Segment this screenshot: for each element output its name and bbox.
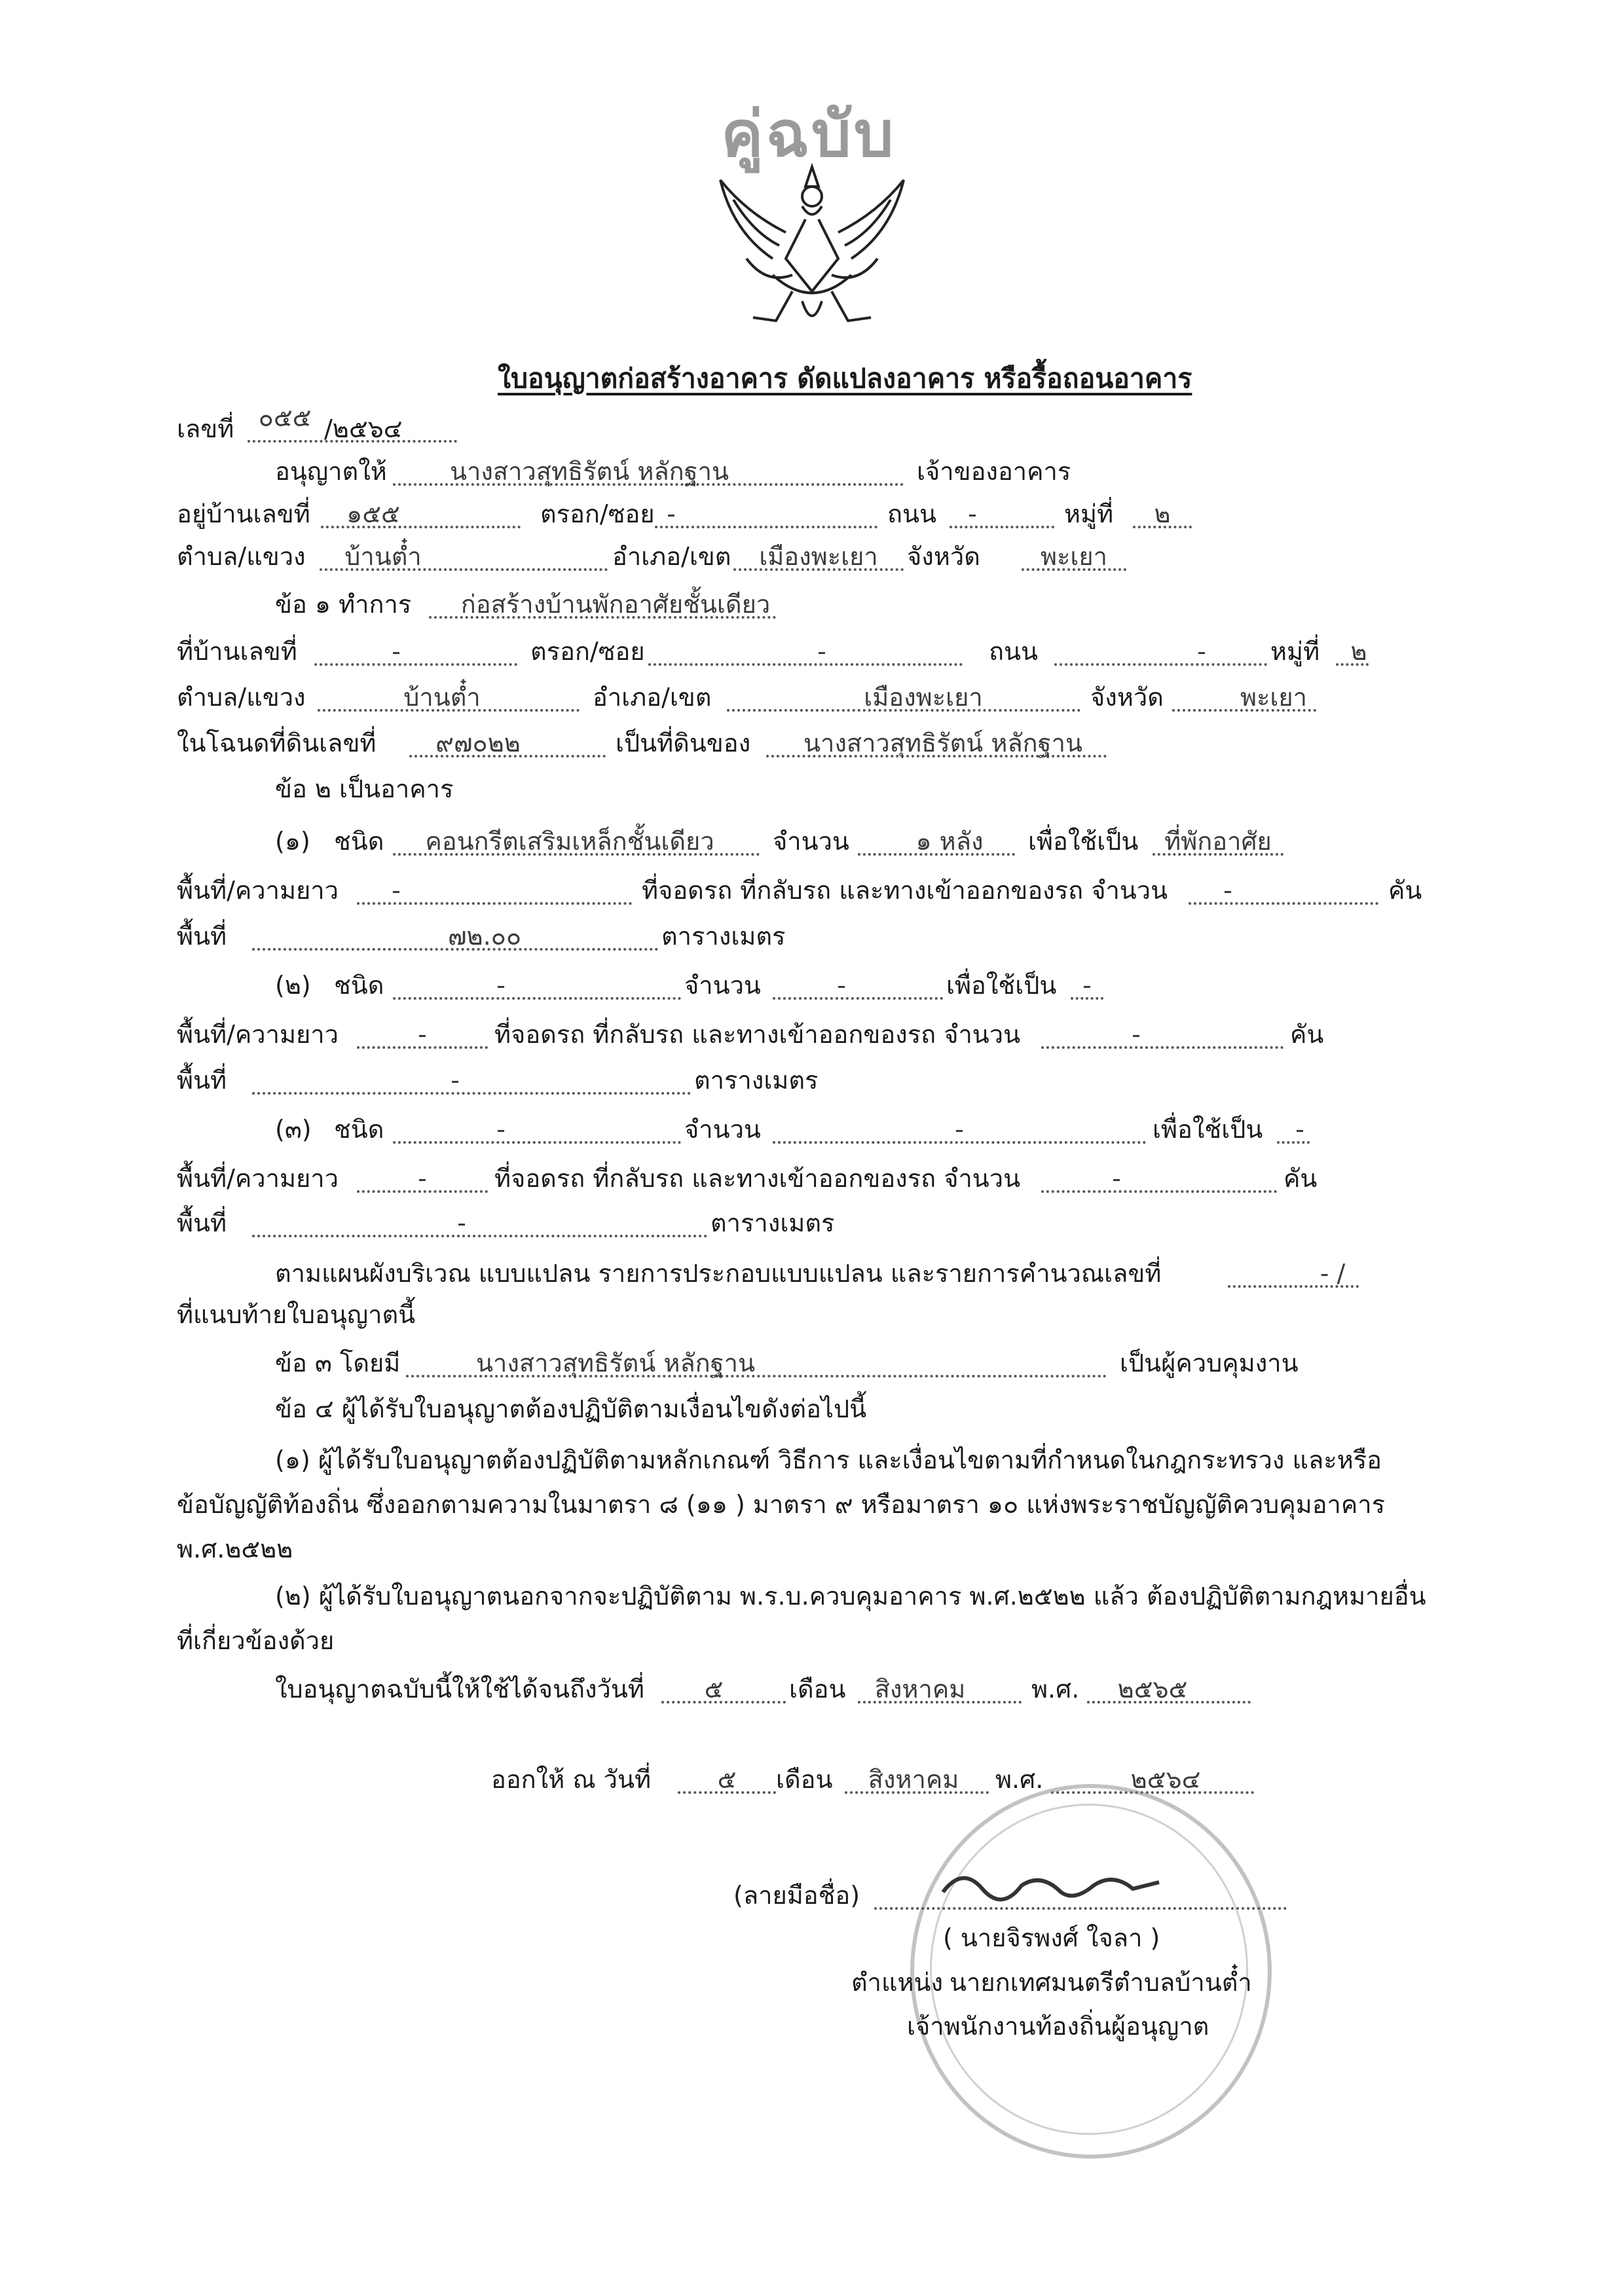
- item2-parking-label: ที่จอดรถ ที่กลับรถ และทางเข้าออกของรถ จำนวน: [494, 1020, 1021, 1049]
- issued-month: สิงหาคม: [868, 1765, 959, 1794]
- road-label: ถนน: [887, 500, 936, 528]
- item3-area: -: [457, 1209, 466, 1237]
- validity-label: ใบอนุญาตฉบับนี้ให้ใช้ได้จนถึงวันที่: [275, 1675, 644, 1704]
- signature-role: เจ้าพนักงานท้องถิ่นผู้อนุญาต: [907, 2012, 1209, 2041]
- item2-count-dots: [773, 997, 943, 1000]
- c1-province-label: จังหวัด: [1090, 683, 1164, 712]
- plan-text: ตามแผนผังบริเวณ แบบแปลน รายการประกอบแบบแปลน และรายการคำนวณเลขที่: [275, 1259, 1162, 1288]
- item1-parking-label: ที่จอดรถ ที่กลับรถ และทางเข้าออกของรถ จำนวน: [642, 876, 1168, 905]
- item3-area-dots: [252, 1235, 707, 1237]
- issued-year: ๒๕๖๔: [1130, 1765, 1201, 1794]
- grantee-value: นางสาวสุทธิรัตน์ หลักฐาน: [450, 457, 729, 486]
- signature-name: ( นายจิรพงศ์ ใจลา ): [943, 1923, 1160, 1952]
- c1-road-label: ถนน: [989, 637, 1038, 666]
- item1-parking-dots: [1189, 902, 1378, 905]
- item2-type-dots: [393, 997, 681, 1000]
- validity-month-label: เดือน: [789, 1675, 846, 1704]
- issued-label: ออกให้ ณ วันที่: [491, 1765, 652, 1794]
- c1-province-value: พะเยา: [1240, 683, 1308, 712]
- clause3-suffix: เป็นผู้ควบคุมงาน: [1120, 1349, 1299, 1377]
- amphoe-value: เมืองพะเยา: [759, 542, 878, 571]
- c1-deed-label: ในโฉนดที่ดินเลขที่: [177, 729, 377, 757]
- item2-unit-sqm: ตารางเมตร: [694, 1066, 819, 1095]
- moo-value: ๒: [1154, 500, 1171, 528]
- amphoe-label: อำเภอ/เขต: [612, 542, 731, 571]
- item1-type: คอนกรีตเสริมเหล็กชั้นเดียว: [425, 827, 714, 856]
- validity-year: ๒๕๖๕: [1117, 1675, 1188, 1704]
- grantee-suffix: เจ้าของอาคาร: [917, 457, 1071, 486]
- item3-unit-sqm: ตารางเมตร: [710, 1209, 835, 1237]
- tambon-label: ตำบล/แขวง: [177, 542, 306, 571]
- item1-parking: -: [1223, 876, 1232, 905]
- house-label: อยู่บ้านเลขที่: [177, 500, 310, 528]
- item3-unit-car: คัน: [1283, 1164, 1318, 1193]
- item2-count: -: [837, 971, 846, 1000]
- item1-no: (๑): [275, 827, 310, 856]
- item1-type-label: ชนิด: [334, 827, 384, 856]
- permit-no-year: /๒๕๖๔: [324, 414, 403, 443]
- item2-no: (๒): [275, 971, 311, 1000]
- province-label: จังหวัด: [907, 542, 980, 571]
- document-title: ใบอนุญาตก่อสร้างอาคาร ดัดแปลงอาคาร หรือรื้อถอนอาคาร: [498, 363, 1192, 394]
- issued-month-label: เดือน: [776, 1765, 833, 1794]
- item2-unit-car: คัน: [1290, 1020, 1324, 1049]
- clause2-label: ข้อ ๒ เป็นอาคาร: [275, 774, 454, 803]
- validity-day: ๕: [704, 1675, 724, 1704]
- item3-type-dots: [393, 1141, 681, 1144]
- item3-no: (๓): [275, 1115, 312, 1144]
- signature-position-label: ตำแหน่ง: [851, 1968, 944, 1997]
- clause3-label: ข้อ ๓ โดยมี: [275, 1349, 401, 1377]
- item1-unit-car: คัน: [1388, 876, 1422, 905]
- item2-type-label: ชนิด: [334, 971, 384, 1000]
- soi-value: -: [667, 500, 676, 528]
- signature-label: (ลายมือชื่อ): [733, 1881, 860, 1910]
- item3-count: -: [955, 1115, 964, 1144]
- clause4-c2-line1: (๒) ผู้ได้รับใบอนุญาตนอกจากจะปฏิบัติตาม พ.ร.บ.ควบคุมอาคาร พ.ศ.๒๕๒๒ แล้ว ต้องปฏิบัติตามกฎหมายอื่น: [275, 1582, 1426, 1611]
- item3-parking: -: [1112, 1164, 1121, 1193]
- clause4-c2-line2: ที่เกี่ยวข้องด้วย: [177, 1626, 335, 1655]
- clause4-c1-line1: (๑) ผู้ได้รับใบอนุญาตต้องปฏิบัติตามหลักเกณฑ์ วิธีการ และเงื่อนไขตามที่กำหนดในกฎกระทรวง และหรือ: [275, 1446, 1382, 1474]
- item1-length: -: [392, 876, 401, 905]
- item2-area-label: พื้นที่/ความยาว: [177, 1020, 339, 1049]
- item1-use: ที่พักอาศัย: [1164, 827, 1272, 856]
- grantee-label: อนุญาตให้: [275, 457, 387, 486]
- clause4-c1-line3: พ.ศ.๒๕๒๒: [177, 1535, 293, 1563]
- item2-count-label: จำนวน: [684, 971, 761, 1000]
- issued-day: ๕: [717, 1765, 737, 1794]
- validity-year-label: พ.ศ.: [1031, 1675, 1080, 1704]
- item2-use: -: [1082, 971, 1092, 1000]
- c1-soi-value: -: [817, 637, 826, 666]
- c1-house-label: ที่บ้านเลขที่: [177, 637, 297, 666]
- c1-soi-dots: [648, 663, 963, 666]
- item3-type: -: [496, 1115, 506, 1144]
- c1-road-dots: [1054, 663, 1267, 666]
- item2-area2-label: พื้นที่: [177, 1066, 227, 1095]
- item1-unit-sqm: ตารางเมตร: [661, 922, 786, 951]
- c1-soi-label: ตรอก/ซอย: [530, 637, 645, 666]
- item1-count: ๑ หลัง: [915, 827, 984, 856]
- soi-label: ตรอก/ซอย: [540, 500, 655, 528]
- item3-use-label: เพื่อใช้เป็น: [1153, 1115, 1263, 1144]
- item3-count-label: จำนวน: [684, 1115, 761, 1144]
- clause4-label: ข้อ ๔ ผู้ได้รับใบอนุญาตต้องปฏิบัติตามเงื่อนไขดังต่อไปนี้: [275, 1394, 867, 1423]
- c1-amphoe-label: อำเภอ/เขต: [593, 683, 712, 712]
- item2-area: -: [451, 1066, 460, 1095]
- moo-label: หมู่ที่: [1064, 500, 1114, 528]
- item1-use-label: เพื่อใช้เป็น: [1028, 827, 1139, 856]
- garuda-emblem-icon: [707, 160, 917, 337]
- road-value: -: [968, 500, 977, 528]
- plan-line2: ที่แนบท้ายใบอนุญาตนี้: [177, 1300, 416, 1329]
- item3-length: -: [418, 1164, 427, 1193]
- tambon-value: บ้านต๋ำ: [344, 542, 422, 571]
- copy-stamp: คู่ฉบับ: [721, 97, 896, 171]
- item1-area-label: พื้นที่/ความยาว: [177, 876, 339, 905]
- handwritten-signature: [936, 1859, 1172, 1912]
- c1-amphoe-value: เมืองพะเยา: [864, 683, 983, 712]
- item3-parking-dots: [1041, 1190, 1277, 1193]
- clause3-value: นางสาวสุทธิรัตน์ หลักฐาน: [476, 1349, 755, 1377]
- item2-type: -: [496, 971, 506, 1000]
- item1-area2-label: พื้นที่: [177, 922, 227, 951]
- permit-no-value: ๐๕๕: [258, 403, 312, 432]
- house-value: ๑๕๕: [346, 500, 400, 528]
- item3-type-label: ชนิด: [334, 1115, 384, 1144]
- c1-road-value: -: [1197, 637, 1206, 666]
- item1-count-label: จำนวน: [773, 827, 849, 856]
- item3-area-label: พื้นที่/ความยาว: [177, 1164, 339, 1193]
- c1-tambon-label: ตำบล/แขวง: [177, 683, 306, 712]
- c1-house-value: -: [392, 637, 401, 666]
- signature-position: นายกเทศมนตรีตำบลบ้านต๋ำ: [950, 1968, 1252, 1997]
- soi-dots: [655, 526, 877, 528]
- item1-area: ๗๒.๐๐: [447, 922, 522, 951]
- item3-parking-label: ที่จอดรถ ที่กลับรถ และทางเข้าออกของรถ จำนวน: [494, 1164, 1021, 1193]
- item2-use-label: เพื่อใช้เป็น: [946, 971, 1057, 1000]
- c1-owner-label: เป็นที่ดินของ: [616, 729, 751, 757]
- item2-parking-dots: [1041, 1046, 1283, 1049]
- c1-house-dots: [314, 663, 517, 666]
- item2-length: -: [418, 1020, 427, 1049]
- item3-use: -: [1295, 1115, 1304, 1144]
- permit-no-label: เลขที่: [177, 414, 234, 443]
- c1-moo-label: หมู่ที่: [1270, 637, 1320, 666]
- item2-area-dots: [252, 1092, 691, 1095]
- clause1-value: ก่อสร้างบ้านพักอาศัยชั้นเดียว: [460, 590, 771, 619]
- c1-deed-value: ๙๗๐๒๒: [435, 729, 521, 757]
- c1-owner-value: นางสาวสุทธิรัตน์ หลักฐาน: [803, 729, 1082, 757]
- item3-area2-label: พื้นที่: [177, 1209, 227, 1237]
- clause4-c1-line2: ข้อบัญญัติท้องถิ่น ซึ่งออกตามความในมาตรา ๘ (๑๑ ) มาตรา ๙ หรือมาตรา ๑๐ แห่งพระราชบัญญัติควบคุมอาคาร: [177, 1490, 1386, 1519]
- issued-year-label: พ.ศ.: [995, 1765, 1044, 1794]
- item2-parking: -: [1132, 1020, 1141, 1049]
- province-value: พะเยา: [1040, 542, 1108, 571]
- c1-moo-value: ๒: [1350, 637, 1367, 666]
- plan-value: - /: [1320, 1259, 1346, 1288]
- validity-month: สิงหาคม: [874, 1675, 966, 1704]
- clause1-label: ข้อ ๑ ทำการ: [275, 590, 412, 619]
- c1-tambon-value: บ้านต๋ำ: [403, 683, 481, 712]
